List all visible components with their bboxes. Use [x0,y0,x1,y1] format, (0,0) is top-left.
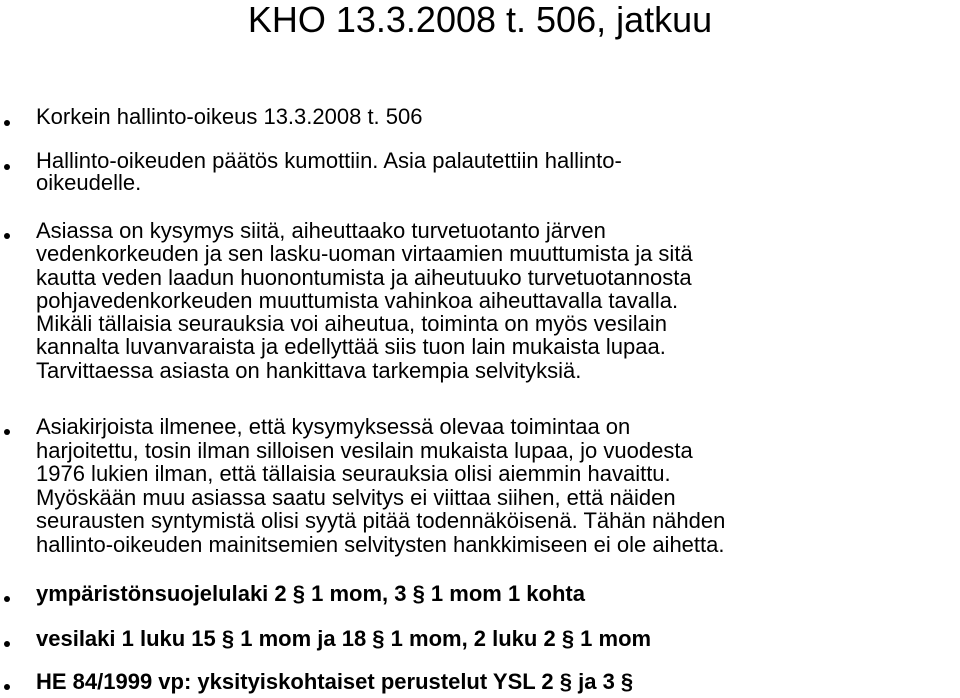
bullet-line: 1976 lukien ilman, että tällaisia seurauksia olisi aiemmin havaittu. [36,461,671,487]
bullet-line: Hallinto-oikeuden päätös kumottiin. Asia palautettiin hallinto- [36,148,622,173]
bullet-dot-icon [4,120,10,126]
bullet-dot-icon [4,164,10,170]
bullet-text [36,668,958,696]
bullet-line: seurausten syntymistä olisi syytä pitää todennäköisenä. Tähän nähden [36,508,726,534]
bullet-line: Tarvittaessa asiasta on hankittava tarkempia selvityksiä. [36,357,582,383]
bullet-line: pohjavedenkorkeuden muuttumista vahinkoa aiheuttavalla tavalla. [36,287,679,313]
bullet-line: hallinto-oikeuden mainitsemien selvitysten hankkimiseen ei ole aihetta. [36,531,725,557]
bullet-line: kannalta luvanvaraista ja edellyttää siis tuon lain mukaista lupaa. [36,334,666,360]
bullet-text [36,625,958,653]
bullet-line: vedenkorkeuden ja sen lasku-uoman virtaamien muuttumista ja sitä [36,241,693,267]
bullet-dot-icon [4,429,10,435]
bullet-line: Korkein hallinto-oikeus 13.3.2008 t. 506 [36,104,423,129]
bullet-line: Myöskään muu asiassa saatu selvitys ei viittaa siihen, että näiden [36,484,676,510]
bullet-dot-icon [4,684,10,690]
bullet-line: vesilaki 1 luku 15 § 1 mom ja 18 § 1 mom, 2 luku 2 § 1 mom [36,626,652,651]
bullet-line: ympäristönsuojelulaki 2 § 1 mom, 3 § 1 mom 1 kohta [36,581,585,606]
bullet-text [36,219,958,382]
bullet-line: Asiakirjoista ilmenee, että kysymyksessä olevaa toimintaa on [36,414,631,439]
bullet-text [36,104,958,130]
bullet-text [36,415,958,557]
bullet-text [36,150,958,194]
bullet-dot-icon [4,641,10,647]
bullet-line: Asiassa on kysymys siitä, aiheuttaako turvetuotanto järven [36,218,606,243]
bullet-line: kautta veden laadun huonontumista ja aiheutuuko turvetuotannosta [36,264,692,290]
slide-title: KHO 13.3.2008 t. 506, jatkuu [247,0,713,40]
bullet-dot-icon [4,596,10,602]
bullet-line: HE 84/1999 vp: yksityiskohtaiset perustelut YSL 2 § ja 3 § [36,669,634,694]
bullet-dot-icon [4,233,10,239]
bullet-line: harjoitettu, tosin ilman silloisen vesilain mukaista lupaa, jo vuodesta [36,437,693,463]
bullet-line: oikeudelle. [36,170,142,195]
bullet-line: Mikäli tällaisia seurauksia voi aiheutua, toiminta on myös vesilain [36,311,667,337]
bullet-text [36,580,958,608]
